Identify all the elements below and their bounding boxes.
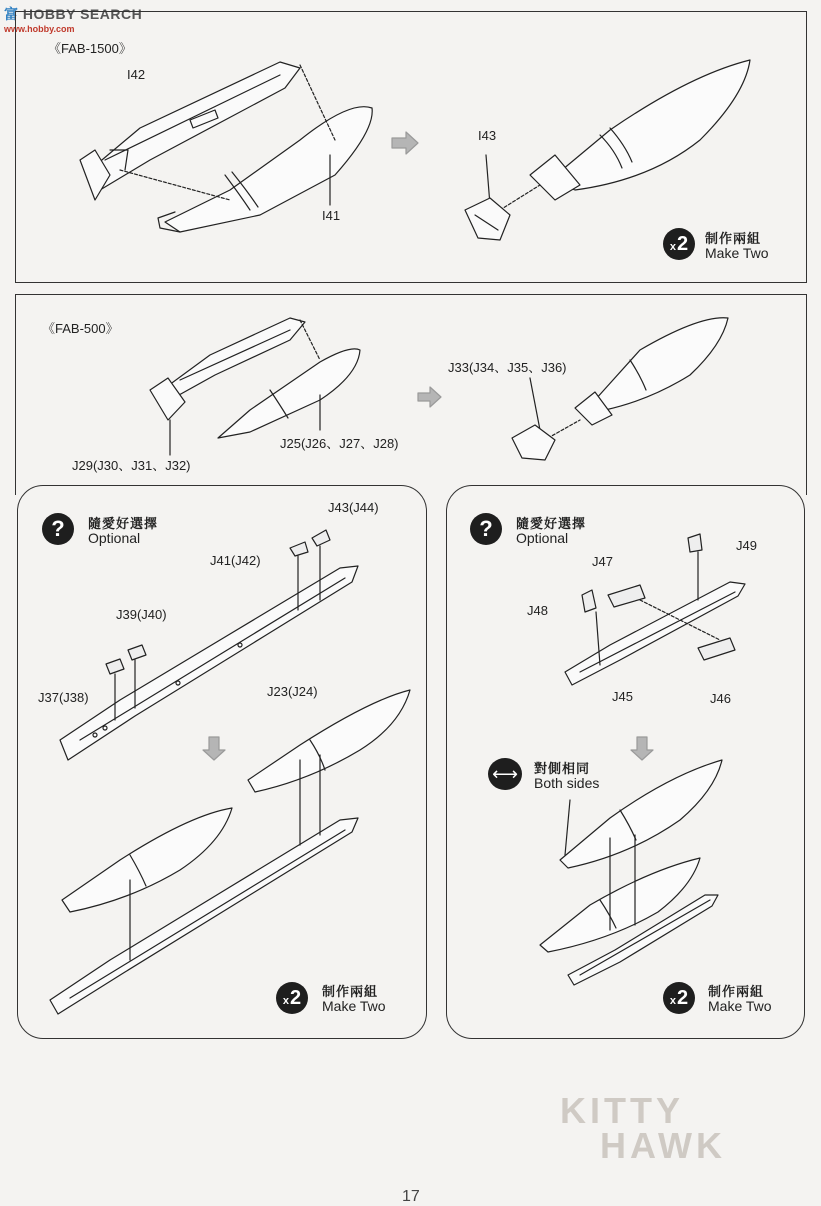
make-two-cn-top: 制作兩組 bbox=[705, 232, 762, 247]
label-j45: J45 bbox=[612, 689, 633, 704]
step-arrow-mid bbox=[418, 387, 441, 407]
both-sides-arrow-icon: ⟷ bbox=[488, 758, 522, 790]
background-bleed: KITTY bbox=[560, 1090, 684, 1131]
optional-en-left: Optional bbox=[88, 530, 141, 546]
watermark-brand-cn: 富 bbox=[4, 6, 19, 22]
make-two-cn-right: 制作兩組 bbox=[708, 985, 765, 1000]
label-j47: J47 bbox=[592, 554, 613, 569]
label-j43: J43(J44) bbox=[328, 500, 379, 515]
both-sides-cn: 對側相同 bbox=[534, 762, 591, 777]
label-j25: J25(J26、J27、J28) bbox=[280, 436, 399, 451]
assembled-right-bombs bbox=[540, 760, 722, 985]
label-j46: J46 bbox=[710, 691, 731, 706]
label-j33: J33(J34、J35、J36) bbox=[448, 360, 567, 375]
label-i43: I43 bbox=[478, 128, 497, 143]
optional-cn-right: 隨愛好選擇 bbox=[516, 517, 587, 532]
page-number: 17 bbox=[402, 1188, 420, 1205]
make-two-en-right: Make Two bbox=[708, 998, 772, 1014]
optional-en-right: Optional bbox=[516, 530, 569, 546]
step-arrow-right bbox=[631, 737, 653, 760]
label-j49: J49 bbox=[736, 538, 757, 553]
label-i42: I42 bbox=[127, 67, 146, 82]
make-two-badge-top: x 2 bbox=[663, 228, 695, 260]
assembled-fab500-drawing bbox=[512, 318, 728, 460]
both-sides-en: Both sides bbox=[534, 775, 600, 791]
label-j23: J23(J24) bbox=[267, 684, 318, 699]
background-bleed-2: HAWK bbox=[600, 1125, 726, 1166]
pylon-j23-drawing bbox=[60, 566, 358, 760]
label-j39: J39(J40) bbox=[116, 607, 167, 622]
step-arrow-left bbox=[203, 737, 225, 760]
label-i41: I41 bbox=[322, 208, 341, 223]
fab500-title: 《FAB-500》 bbox=[42, 321, 119, 336]
assembled-fab1500-drawing bbox=[465, 60, 750, 240]
label-j48: J48 bbox=[527, 603, 548, 618]
optional-question-icon-right: ? bbox=[470, 513, 502, 545]
make-two-cn-left: 制作兩組 bbox=[322, 985, 379, 1000]
watermark-url: www.hobby.com bbox=[4, 24, 75, 34]
optional-cn-left: 隨愛好選擇 bbox=[88, 517, 159, 532]
make-two-en-top: Make Two bbox=[705, 245, 769, 261]
label-j41: J41(J42) bbox=[210, 553, 261, 568]
make-two-badge-left: x 2 bbox=[276, 982, 308, 1014]
assembled-left-bombs bbox=[50, 690, 410, 1014]
watermark-brand-en: HOBBY SEARCH bbox=[22, 6, 143, 22]
label-j29: J29(J30、J31、J32) bbox=[72, 458, 191, 473]
label-j37: J37(J38) bbox=[38, 690, 89, 705]
step-arrow-top bbox=[392, 132, 418, 154]
fab1500-title: 《FAB-1500》 bbox=[48, 41, 132, 56]
make-two-badge-right: x 2 bbox=[663, 982, 695, 1014]
optional-question-icon-left: ? bbox=[42, 513, 74, 545]
make-two-en-left: Make Two bbox=[322, 998, 386, 1014]
